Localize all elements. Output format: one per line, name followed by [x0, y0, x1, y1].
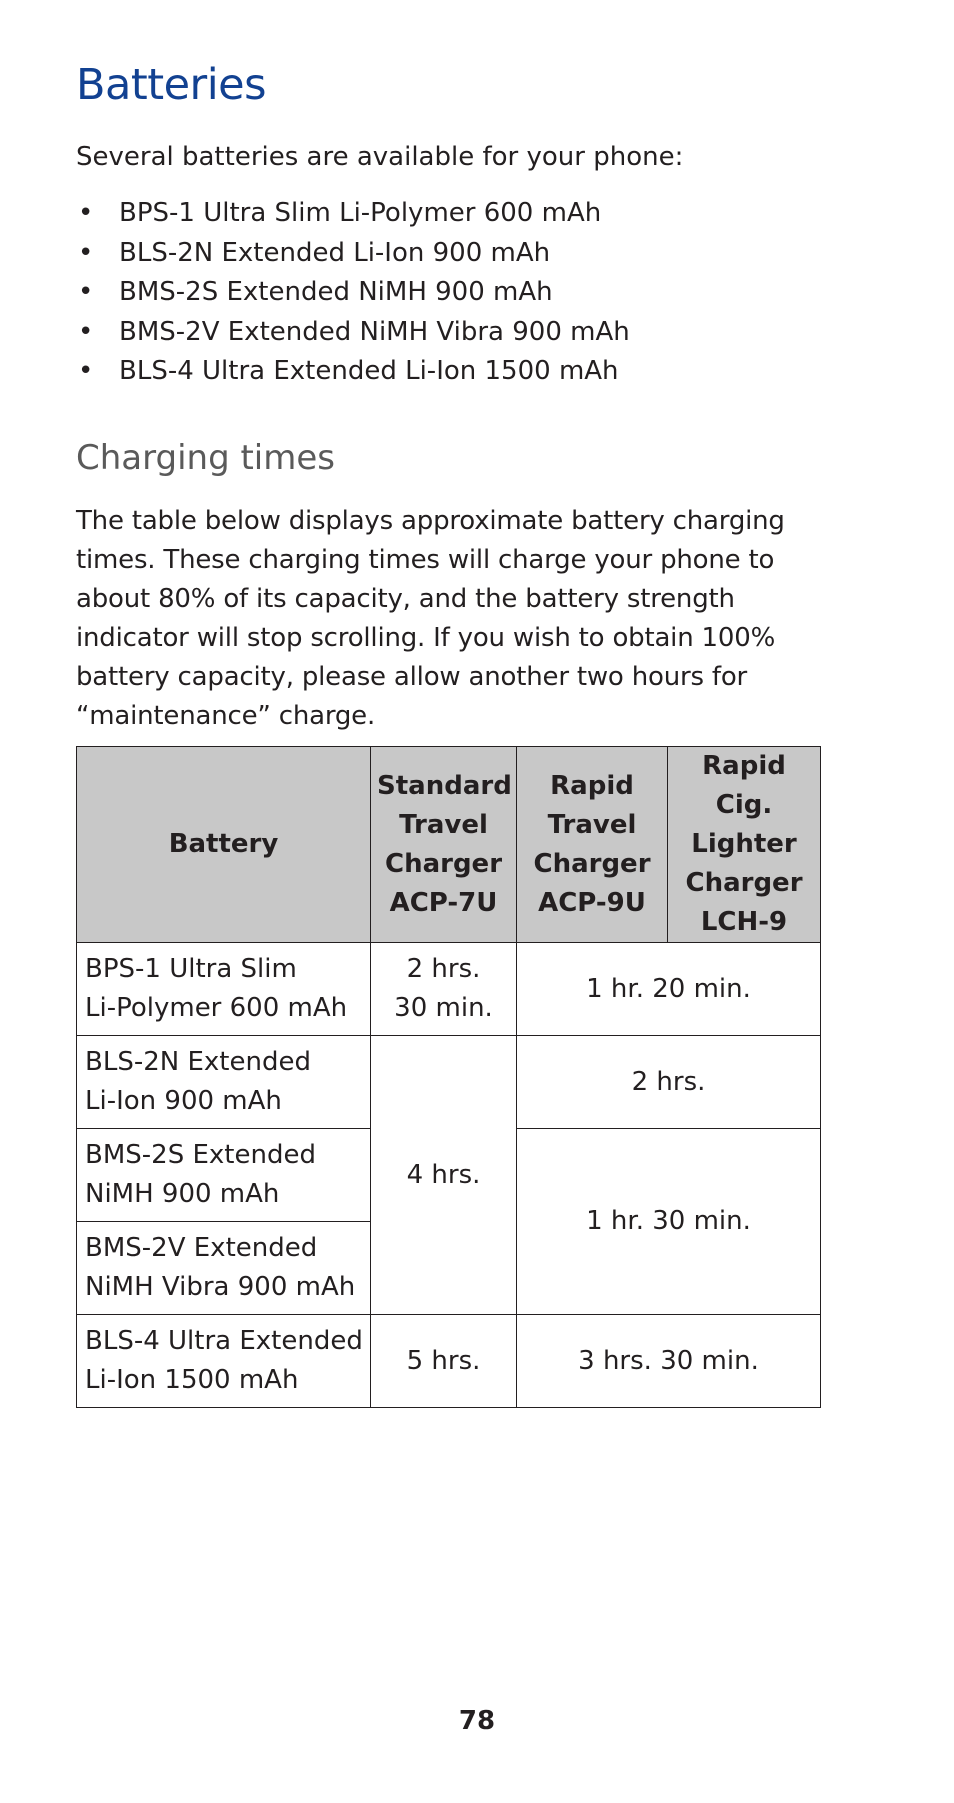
cell-line: BMS-2S Extended: [85, 1140, 316, 1170]
cell-standard-time: 4 hrs.: [371, 1036, 517, 1315]
section-title: Charging times: [76, 438, 336, 478]
header-line: Rapid Cig.: [702, 751, 786, 820]
list-item: [76, 352, 630, 392]
cell-line: 30 min.: [394, 993, 493, 1023]
list-item-text: BLS-4 Ultra Extended Li-Ion 1500 mAh: [119, 356, 619, 386]
cell-line: 2 hrs.: [406, 954, 481, 984]
bullet-icon: •: [78, 356, 94, 386]
header-rapid-travel-charger: [517, 747, 668, 943]
header-line: LCH-9: [700, 907, 788, 937]
header-line: Charger: [533, 848, 651, 879]
list-item-text: BPS-1 Ultra Slim Li-Polymer 600 mAh: [119, 198, 602, 228]
header-rapid-cig-lighter-charger: [668, 747, 821, 943]
cell-rapid-time: 3 hrs. 30 min.: [517, 1315, 821, 1408]
bullet-icon: •: [78, 237, 94, 268]
header-battery: [77, 747, 371, 943]
header-line: ACP-7U: [389, 887, 498, 918]
header-line: Travel: [547, 809, 637, 840]
header-line: Rapid: [550, 770, 634, 801]
intro-text: Several batteries are available for your phone:: [76, 142, 684, 172]
list-item: [76, 194, 630, 234]
header-standard-travel-charger: [371, 747, 517, 943]
cell-line: Li-Ion 900 mAh: [85, 1086, 282, 1116]
cell-line: BLS-4 Ultra Extended: [85, 1326, 363, 1356]
cell-line: Li-Polymer 600 mAh: [85, 993, 348, 1023]
header-line: Charger: [685, 868, 803, 898]
cell-battery: [77, 1315, 371, 1408]
table-row: [77, 1315, 821, 1408]
bullet-icon: •: [78, 277, 94, 307]
battery-list: [76, 194, 630, 392]
list-item-text: BLS-2N Extended Li-Ion 900 mAh: [119, 237, 551, 268]
cell-line: NiMH 900 mAh: [85, 1179, 280, 1209]
cell-line: BPS-1 Ultra Slim: [85, 954, 297, 984]
cell-rapid-time: 2 hrs.: [517, 1036, 821, 1129]
table-row: [77, 943, 821, 1036]
cell-line: NiMH Vibra 900 mAh: [85, 1272, 356, 1302]
cell-battery: [77, 1036, 371, 1129]
header-line: Travel: [399, 809, 488, 840]
cell-line: Li-Ion 1500 mAh: [85, 1365, 299, 1395]
cell-rapid-time: 1 hr. 30 min.: [517, 1129, 821, 1315]
list-item-text: BMS-2V Extended NiMH Vibra 900 mAh: [119, 316, 630, 347]
page-number: 78: [458, 1706, 496, 1736]
header-line: Battery: [168, 829, 279, 859]
list-item: [76, 273, 630, 313]
cell-standard-time: [371, 943, 517, 1036]
cell-battery: [77, 1222, 371, 1315]
section-description: The table below displays approximate battery charging times. These charging times will charge your phone to about 80% of its capacity, and the battery strength indicator will stop scrolling. If you wish to obtain 100% battery capacity, please allow another two hours for “maintenance” charge.: [76, 506, 785, 731]
header-line: Lighter: [691, 829, 797, 859]
bullet-icon: •: [78, 316, 94, 347]
page-title: Batteries: [76, 60, 267, 110]
list-item: [76, 313, 630, 353]
list-item: [76, 234, 630, 274]
cell-battery: [77, 943, 371, 1036]
header-line: ACP-9U: [538, 887, 646, 918]
cell-line: BMS-2V Extended: [85, 1233, 318, 1263]
bullet-icon: •: [78, 198, 94, 228]
cell-standard-time: 5 hrs.: [371, 1315, 517, 1408]
cell-line: BLS-2N Extended: [85, 1047, 311, 1077]
cell-rapid-time: 1 hr. 20 min.: [517, 943, 821, 1036]
charging-times-table: [76, 746, 821, 1408]
table-header-row: [77, 747, 821, 943]
header-line: Standard: [377, 770, 512, 801]
header-line: Charger: [384, 848, 503, 879]
cell-battery: [77, 1129, 371, 1222]
list-item-text: BMS-2S Extended NiMH 900 mAh: [119, 277, 553, 307]
table-row: [77, 1036, 821, 1129]
